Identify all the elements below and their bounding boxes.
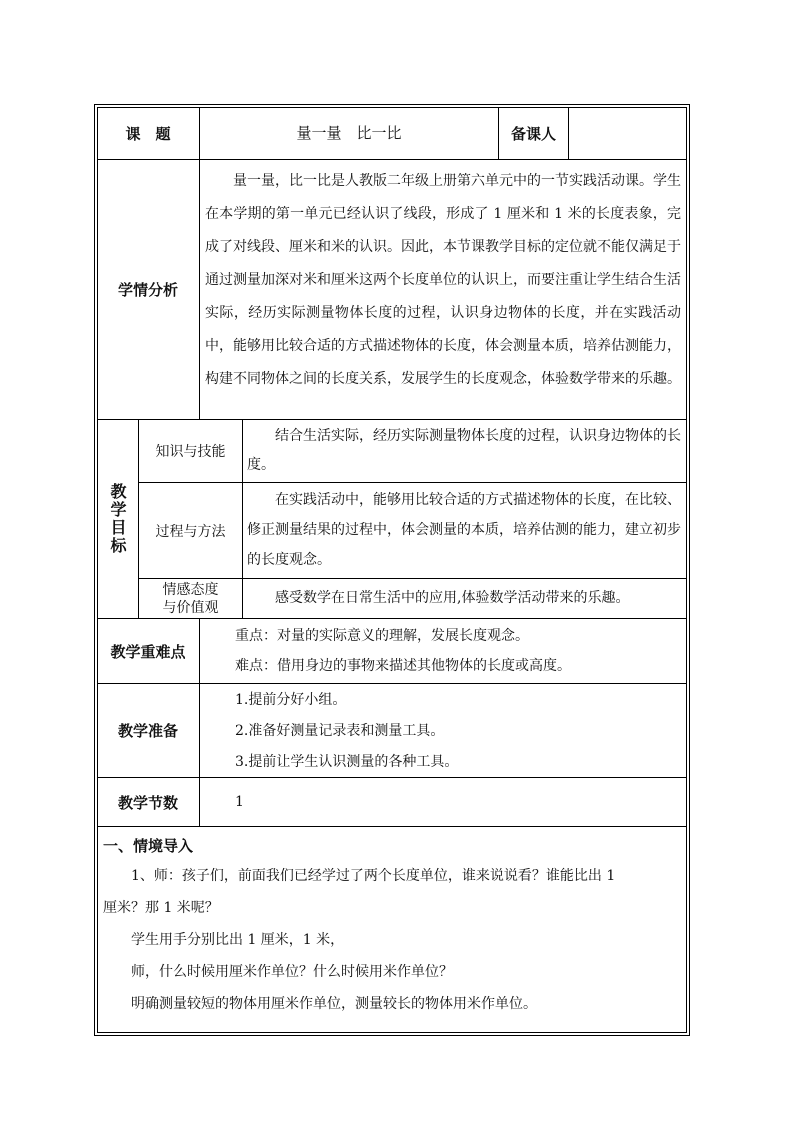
objective-process-label: 过程与方法	[155, 523, 226, 540]
preparation-item: 2.准备好测量记录表和测量工具。	[235, 723, 445, 739]
process-line: 学生用手分别比出 1 厘米，1 米，	[131, 932, 345, 948]
key-points-label: 教学重难点	[110, 642, 186, 661]
objective-process-text: 在实践活动中，能够用比较合适的方式描述物体的长度，在比较、修正测量结果的过程中，体会测量的本质，培养估测的能力，建立初步的长度观念。	[247, 492, 681, 568]
periods-label: 教学节数	[117, 793, 178, 812]
col-divider	[242, 419, 243, 618]
topic-value: 量一量 比一比	[296, 123, 402, 142]
process-line: 明确测量较短的物体用厘米作单位，测量较长的物体用米作单位。	[131, 996, 537, 1012]
analysis-label: 学情分析	[117, 281, 178, 299]
process-heading: 一、情境导入	[103, 837, 194, 855]
process-line: 厘米？那 1 米呢？	[103, 900, 219, 916]
preparer-value	[569, 107, 687, 159]
objective-emotion-text: 感受数学在日常生活中的应用,体验数学活动带来的乐趣。	[275, 590, 630, 606]
objective-knowledge-label: 知识与技能	[155, 444, 226, 460]
periods-value: 1	[235, 794, 244, 810]
process-line: 师，什么时候用厘米作单位？什么时候用米作单位？	[131, 964, 453, 980]
key-points-focus: 重点：对量的实际意义的理解，发展长度观念。	[235, 628, 529, 644]
preparer-label: 备课人	[510, 124, 556, 143]
objective-emotion-label: 情感态度与价值观	[162, 581, 219, 616]
topic-label: 课 题	[125, 124, 171, 143]
objectives-label: 教学目标	[108, 483, 127, 555]
preparation-item: 1.提前分好小组。	[235, 692, 347, 708]
process-line: 1、师：孩子们，前面我们已经学过了两个长度单位，谁来说说看？谁能比出 1	[131, 868, 616, 884]
preparation-item: 3.提前让学生认识测量的各种工具。	[235, 754, 459, 770]
preparation-label: 教学准备	[117, 722, 178, 740]
key-points-difficulty: 难点：借用身边的事物来描述其他物体的长度或高度。	[235, 658, 571, 674]
col-divider	[199, 159, 200, 419]
objective-knowledge-text: 结合生活实际，经历实际测量物体长度的过程，认识身边物体的长度。	[247, 428, 681, 473]
col-divider	[199, 618, 200, 826]
analysis-text: 量一量，比一比是人教版二年级上册第六单元中的一节实践活动课。学生在本学期的第一单元已经认识了线段，形成了 1 厘米和 1 米的长度表象，完成了对线段、厘米和米的认识。因此，本节课教学目标的定位就不能仅满足于通过测量加深对米和厘米这两个长度单位的认识上，而要注重让学生结合生活实际，经历实际测量物体长度的过程，认识身边物体的长度，并在实践活动中，能够用比较合适的方式描述物体的长度，体会测量本质，培养估测能力，构建不同物体之间的长度关系，发展学生的长度观念，体验数学带来的乐趣。	[205, 173, 681, 387]
lesson-plan-table	[94, 104, 690, 1036]
row-divider	[97, 826, 687, 827]
